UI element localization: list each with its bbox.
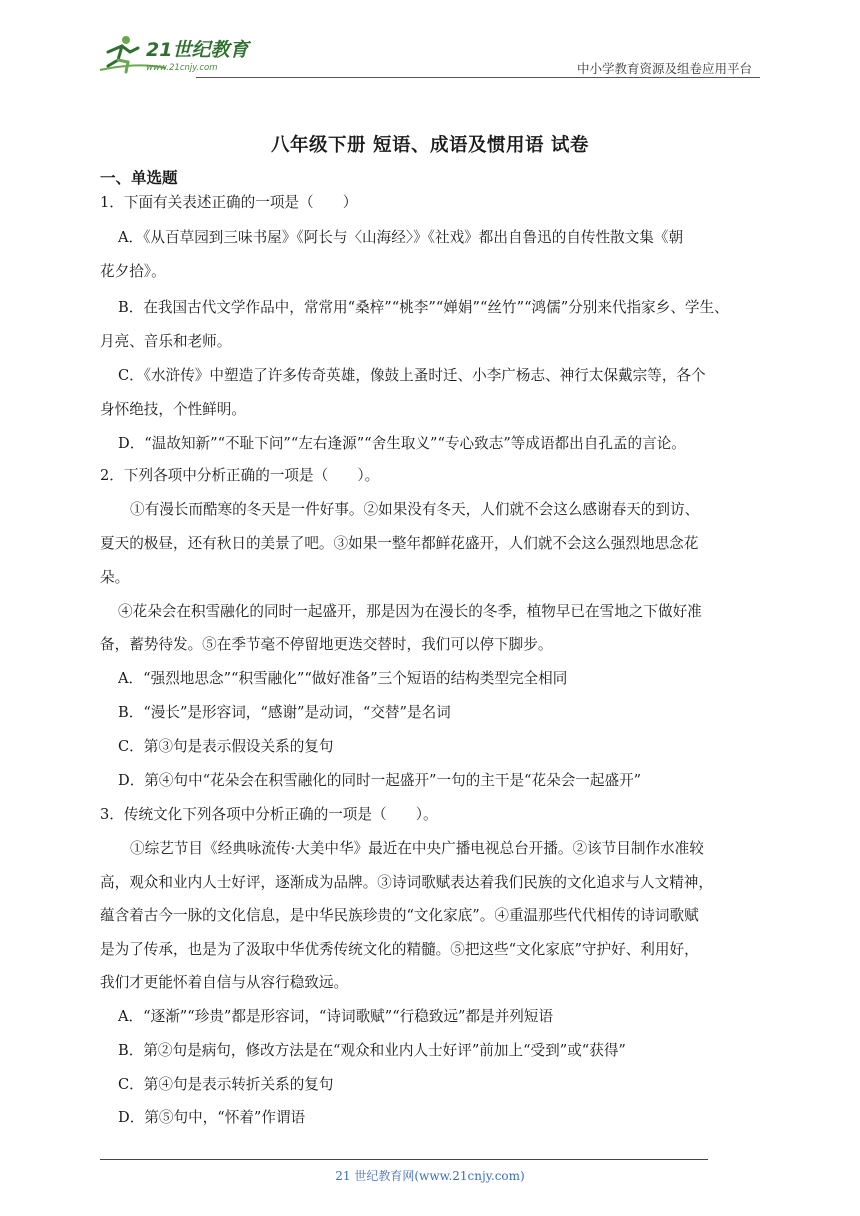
q3-passage-cont: 是为了传承，也是为了汲取中华优秀传统文化的精髓。⑤把这些“文化家底”守护好、利用好， [100,941,699,958]
q3-passage-cont: 高，观众和业内人士好评，逐渐成为品牌。③诗词歌赋表达着我们民族的文化追求与人文精神， [100,874,713,891]
q1-option-a-cont: 花夕拾》。 [100,263,166,280]
platform-name: 中小学教育资源及组卷应用平台 [576,61,752,76]
q2-option-c: C．第③句是表示假设关系的复句 [118,738,334,755]
q3-option-a: A．“逐渐”“珍贵”都是形容词，“诗词歌赋”“行稳致远”都是并列短语 [118,1008,554,1025]
q3-passage: ①综艺节目《经典咏流传·大美中华》最近在中央广播电视总台开播。②该节目制作水准较 [130,840,704,857]
q3-option-b: B．第②句是病句，修改方法是在“观众和业内人士好评”前加上“受到”或“获得” [118,1042,626,1059]
q2-option-b: B．“漫长”是形容词，“感谢”是动词，“交替”是名词 [118,704,451,721]
page-header [96,28,760,78]
q3-passage-cont: 我们才更能怀着自信与从容行稳致远。 [100,974,349,991]
q3-option-d: D．第⑤句中，“怀着”作谓语 [118,1109,306,1126]
q2-passage-para2-cont: 备，蓄势待发。⑤在季节毫不停留地更迭交替时，我们可以停下脚步。 [100,636,553,653]
site-logo [96,32,266,76]
question-1: 1．下面有关表述正确的一项是（ ） [100,194,358,211]
q2-passage-cont: 朵。 [100,569,130,586]
q1-option-d: D．“温故知新”“不耻下问”“左右逢源”“舍生取义”“专心致志”等成语都出自孔孟的言论。 [118,435,686,452]
q3-passage-cont: 蕴含着古今一脉的文化信息，是中华民族珍贵的“文化家底”。④重温那些代代相传的诗词歌赋 [100,907,699,924]
svg-text:21世纪教育: 21世纪教育 [146,39,249,61]
q2-passage: ①有漫长而酷寒的冬天是一件好事。②如果没有冬天，人们就不会这么感谢春天的到访、 [130,501,700,518]
q1-option-c-cont: 身怀绝技，个性鲜明。 [100,401,246,418]
page-title: 八年级下册 短语、成语及惯用语 试卷 [271,135,589,156]
svg-text:www.21cnjy.com: www.21cnjy.com [146,63,218,73]
q2-passage-cont: 夏天的极昼，还有秋日的美景了吧。③如果一整年都鲜花盛开，人们就不会这么强烈地思念花 [100,535,699,552]
header-divider [196,77,760,78]
footer-link[interactable]: 21 世纪教育网(www.21cnjy.com) [335,1169,525,1183]
q3-option-c: C．第④句是表示转折关系的复句 [118,1076,334,1093]
question-2: 2．下列各项中分析正确的一项是（ ）。 [100,467,380,484]
q2-passage-para2: ④花朵会在积雪融化的同时一起盛开，那是因为在漫长的冬季，植物早已在雪地之下做好准 [118,603,702,620]
question-3: 3．传统文化下列各项中分析正确的一项是（ ）。 [100,806,438,823]
q1-option-b-cont: 月亮、音乐和老师。 [100,333,232,350]
q1-option-a: A．《从百草园到三味书屋》《阿长与〈山海经〉》《社戏》都出自鲁迅的自传性散文集《朝 [118,229,684,246]
q2-option-d: D．第④句中“花朵会在积雪融化的同时一起盛开”一句的主干是“花朵会一起盛开” [118,772,642,789]
q1-option-c: C．《水浒传》中塑造了许多传奇英雄，像鼓上蚤时迁、小李广杨志、神行太保戴宗等，各个 [118,367,706,384]
footer-divider [100,1159,708,1160]
q2-option-a: A．“强烈地思念”“积雪融化”“做好准备”三个短语的结构类型完全相同 [118,670,568,687]
section-heading: 一、单选题 [100,169,178,187]
q1-option-b: B．在我国古代文学作品中，常常用“桑梓”“桃李”“婵娟”“丝竹”“鸿儒”分别来代指家乡、学生、 [118,299,729,316]
